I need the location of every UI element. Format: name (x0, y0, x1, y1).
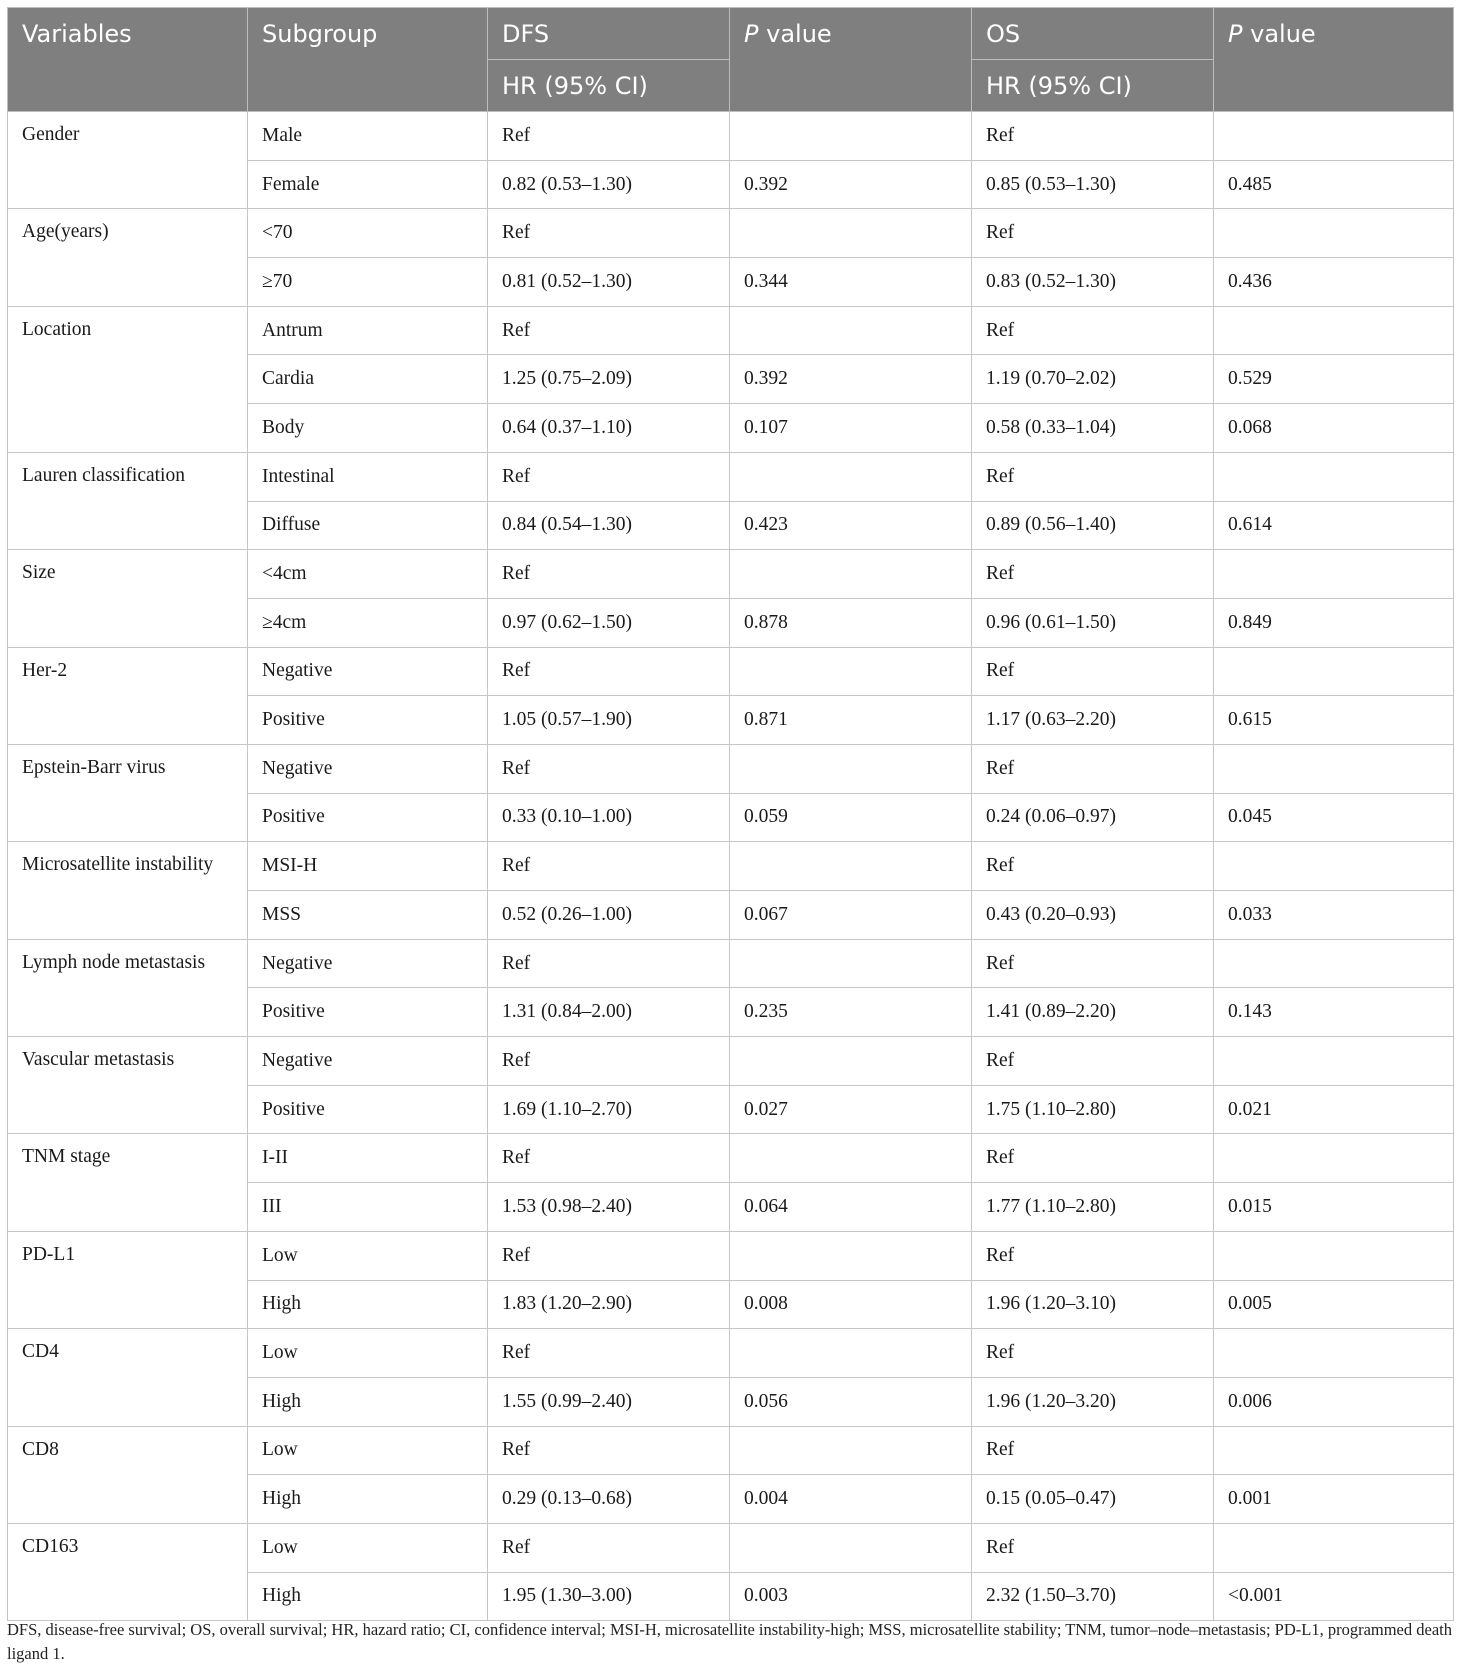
variable-cell: PD-L1 (8, 1231, 248, 1328)
table-row (8, 1037, 1454, 1086)
subgroup-cell: Intestinal (248, 452, 488, 501)
header-subgroup: Subgroup (248, 8, 488, 112)
os-p-value-cell (1214, 550, 1454, 599)
variable-cell: Age(years) (8, 209, 248, 306)
os-hr-cell: 1.77 (1.10–2.80) (972, 1183, 1214, 1232)
os-hr-cell: 1.96 (1.20–3.20) (972, 1377, 1214, 1426)
os-p-value-cell: 0.001 (1214, 1475, 1454, 1524)
dfs-p-value-cell: 0.107 (730, 404, 972, 453)
subgroup-cell: I-II (248, 1134, 488, 1183)
dfs-hr-cell: 1.69 (1.10–2.70) (488, 1085, 730, 1134)
os-p-value-cell: 0.021 (1214, 1085, 1454, 1134)
subgroup-cell: III (248, 1183, 488, 1232)
dfs-hr-cell: 1.83 (1.20–2.90) (488, 1280, 730, 1329)
dfs-p-value-cell (730, 1523, 972, 1572)
variable-cell: Her-2 (8, 647, 248, 744)
table-row (8, 1523, 1454, 1572)
dfs-p-value-cell: 0.003 (730, 1572, 972, 1621)
dfs-p-value-cell (730, 452, 972, 501)
dfs-hr-cell: Ref (488, 306, 730, 355)
table-row (8, 842, 1454, 891)
dfs-hr-cell: 0.64 (0.37–1.10) (488, 404, 730, 453)
dfs-hr-cell: Ref (488, 647, 730, 696)
table-row (8, 1426, 1454, 1475)
dfs-hr-cell: 0.84 (0.54–1.30) (488, 501, 730, 550)
dfs-p-value-cell: 0.423 (730, 501, 972, 550)
table-header (8, 8, 1454, 112)
p-italic: P (1228, 20, 1243, 48)
dfs-hr-cell: Ref (488, 1426, 730, 1475)
dfs-hr-cell: Ref (488, 1523, 730, 1572)
os-p-value-cell: 0.143 (1214, 988, 1454, 1037)
os-p-value-cell (1214, 1037, 1454, 1086)
subgroup-cell: Cardia (248, 355, 488, 404)
variable-cell: Gender (8, 112, 248, 209)
dfs-hr-cell: 1.31 (0.84–2.00) (488, 988, 730, 1037)
subgroup-cell: MSI-H (248, 842, 488, 891)
subgroup-cell: Female (248, 160, 488, 209)
table-body (8, 112, 1454, 1621)
p-value-label: value (758, 20, 832, 48)
os-p-value-cell (1214, 939, 1454, 988)
subgroup-cell: Low (248, 1231, 488, 1280)
subgroup-cell: <4cm (248, 550, 488, 599)
os-hr-cell: 0.83 (0.52–1.30) (972, 258, 1214, 307)
os-hr-cell: Ref (972, 1329, 1214, 1378)
os-p-value-cell: 0.615 (1214, 696, 1454, 745)
header-os-p-value (1214, 8, 1454, 112)
subgroup-cell: Low (248, 1329, 488, 1378)
os-p-value-cell: 0.485 (1214, 160, 1454, 209)
os-p-value-cell (1214, 647, 1454, 696)
dfs-p-value-cell: 0.064 (730, 1183, 972, 1232)
dfs-p-value-cell: 0.008 (730, 1280, 972, 1329)
subgroup-cell: Antrum (248, 306, 488, 355)
header-dfs-p-value (730, 8, 972, 112)
os-p-value-cell: 0.033 (1214, 891, 1454, 940)
header-variables: Variables (8, 8, 248, 112)
os-hr-cell: Ref (972, 306, 1214, 355)
os-hr-cell: Ref (972, 1523, 1214, 1572)
table-row (8, 744, 1454, 793)
dfs-p-value-cell: 0.344 (730, 258, 972, 307)
os-p-value-cell (1214, 306, 1454, 355)
cox-regression-table (7, 7, 1454, 1621)
dfs-p-value-cell (730, 550, 972, 599)
table-row (8, 112, 1454, 161)
dfs-hr-cell: 1.55 (0.99–2.40) (488, 1377, 730, 1426)
table-row (8, 452, 1454, 501)
variable-cell: TNM stage (8, 1134, 248, 1231)
dfs-p-value-cell: 0.235 (730, 988, 972, 1037)
dfs-p-value-cell (730, 1329, 972, 1378)
dfs-p-value-cell: 0.004 (730, 1475, 972, 1524)
p-value-label: value (1242, 20, 1316, 48)
dfs-hr-cell: 0.81 (0.52–1.30) (488, 258, 730, 307)
header-dfs: DFS (488, 8, 730, 60)
dfs-hr-cell: Ref (488, 1329, 730, 1378)
subgroup-cell: ≥4cm (248, 598, 488, 647)
variable-cell: Epstein-Barr virus (8, 744, 248, 841)
dfs-hr-cell: 0.29 (0.13–0.68) (488, 1475, 730, 1524)
header-os: OS (972, 8, 1214, 60)
subgroup-cell: Low (248, 1426, 488, 1475)
os-hr-cell: Ref (972, 842, 1214, 891)
subgroup-cell: Positive (248, 793, 488, 842)
subgroup-cell: Diffuse (248, 501, 488, 550)
table-row (8, 939, 1454, 988)
os-hr-cell: Ref (972, 1426, 1214, 1475)
subgroup-cell: ≥70 (248, 258, 488, 307)
variable-cell: Microsatellite instability (8, 842, 248, 939)
os-p-value-cell: 0.614 (1214, 501, 1454, 550)
os-p-value-cell: 0.849 (1214, 598, 1454, 647)
dfs-hr-cell: Ref (488, 744, 730, 793)
os-p-value-cell (1214, 744, 1454, 793)
os-hr-cell: 1.19 (0.70–2.02) (972, 355, 1214, 404)
os-hr-cell: 0.15 (0.05–0.47) (972, 1475, 1214, 1524)
subgroup-cell: Low (248, 1523, 488, 1572)
os-p-value-cell (1214, 1231, 1454, 1280)
subgroup-cell: Positive (248, 1085, 488, 1134)
os-hr-cell: 2.32 (1.50–3.70) (972, 1572, 1214, 1621)
dfs-p-value-cell (730, 1426, 972, 1475)
subgroup-cell: High (248, 1572, 488, 1621)
os-p-value-cell (1214, 1329, 1454, 1378)
header-os-hr: HR (95% CI) (972, 60, 1214, 112)
os-p-value-cell: 0.436 (1214, 258, 1454, 307)
subgroup-cell: Negative (248, 1037, 488, 1086)
dfs-p-value-cell (730, 209, 972, 258)
subgroup-cell: Positive (248, 696, 488, 745)
os-hr-cell: 1.75 (1.10–2.80) (972, 1085, 1214, 1134)
variable-cell: CD163 (8, 1523, 248, 1620)
header-dfs-hr: HR (95% CI) (488, 60, 730, 112)
table-row (8, 1134, 1454, 1183)
os-hr-cell: Ref (972, 1231, 1214, 1280)
table-row (8, 647, 1454, 696)
subgroup-cell: Body (248, 404, 488, 453)
subgroup-cell: Negative (248, 647, 488, 696)
variable-cell: Lymph node metastasis (8, 939, 248, 1036)
dfs-p-value-cell (730, 939, 972, 988)
subgroup-cell: Male (248, 112, 488, 161)
dfs-hr-cell: Ref (488, 1134, 730, 1183)
os-hr-cell: 0.96 (0.61–1.50) (972, 598, 1214, 647)
subgroup-cell: Negative (248, 939, 488, 988)
dfs-hr-cell: Ref (488, 939, 730, 988)
dfs-p-value-cell (730, 1037, 972, 1086)
table-footnote: DFS, disease-free survival; OS, overall survival; HR, hazard ratio; CI, confidence interval; MSI-H, microsatellite instability-high; MSS, microsatellite stability; TNM, tumor–node–metastasis; PD-L1, programmed death ligand 1. (7, 1620, 1452, 1663)
dfs-p-value-cell: 0.392 (730, 160, 972, 209)
dfs-p-value-cell: 0.027 (730, 1085, 972, 1134)
dfs-p-value-cell (730, 744, 972, 793)
dfs-hr-cell: 1.53 (0.98–2.40) (488, 1183, 730, 1232)
os-hr-cell: 0.43 (0.20–0.93) (972, 891, 1214, 940)
os-p-value-cell: 0.045 (1214, 793, 1454, 842)
os-hr-cell: Ref (972, 112, 1214, 161)
dfs-hr-cell: 0.82 (0.53–1.30) (488, 160, 730, 209)
variable-cell: Location (8, 306, 248, 452)
subgroup-cell: Negative (248, 744, 488, 793)
os-p-value-cell (1214, 1426, 1454, 1475)
os-hr-cell: Ref (972, 939, 1214, 988)
table-row (8, 209, 1454, 258)
os-p-value-cell (1214, 1134, 1454, 1183)
dfs-p-value-cell (730, 306, 972, 355)
os-hr-cell: Ref (972, 550, 1214, 599)
dfs-hr-cell: 1.05 (0.57–1.90) (488, 696, 730, 745)
subgroup-cell: High (248, 1280, 488, 1329)
variable-cell: CD8 (8, 1426, 248, 1523)
os-hr-cell: Ref (972, 1037, 1214, 1086)
os-hr-cell: Ref (972, 452, 1214, 501)
os-hr-cell: 0.89 (0.56–1.40) (972, 501, 1214, 550)
os-p-value-cell: 0.006 (1214, 1377, 1454, 1426)
os-p-value-cell: 0.015 (1214, 1183, 1454, 1232)
table-row (8, 550, 1454, 599)
os-p-value-cell: <0.001 (1214, 1572, 1454, 1621)
dfs-hr-cell: Ref (488, 452, 730, 501)
os-p-value-cell (1214, 1523, 1454, 1572)
os-hr-cell: 1.41 (0.89–2.20) (972, 988, 1214, 1037)
variable-cell: Vascular metastasis (8, 1037, 248, 1134)
table-container (7, 7, 1453, 1621)
os-p-value-cell (1214, 452, 1454, 501)
os-hr-cell: 0.58 (0.33–1.04) (972, 404, 1214, 453)
os-hr-cell: 1.17 (0.63–2.20) (972, 696, 1214, 745)
dfs-p-value-cell: 0.392 (730, 355, 972, 404)
os-p-value-cell (1214, 112, 1454, 161)
dfs-p-value-cell: 0.067 (730, 891, 972, 940)
dfs-hr-cell: Ref (488, 1231, 730, 1280)
subgroup-cell: Positive (248, 988, 488, 1037)
subgroup-cell: High (248, 1377, 488, 1426)
subgroup-cell: MSS (248, 891, 488, 940)
variable-cell: Lauren classification (8, 452, 248, 549)
subgroup-cell: <70 (248, 209, 488, 258)
dfs-hr-cell: 0.97 (0.62–1.50) (488, 598, 730, 647)
table-row (8, 306, 1454, 355)
os-p-value-cell: 0.068 (1214, 404, 1454, 453)
dfs-p-value-cell (730, 1134, 972, 1183)
table-row (8, 1231, 1454, 1280)
dfs-hr-cell: Ref (488, 550, 730, 599)
dfs-p-value-cell (730, 842, 972, 891)
variable-cell: Size (8, 550, 248, 647)
dfs-hr-cell: Ref (488, 1037, 730, 1086)
os-hr-cell: Ref (972, 209, 1214, 258)
os-p-value-cell (1214, 842, 1454, 891)
os-hr-cell: Ref (972, 744, 1214, 793)
os-p-value-cell: 0.529 (1214, 355, 1454, 404)
dfs-p-value-cell: 0.871 (730, 696, 972, 745)
os-hr-cell: 0.24 (0.06–0.97) (972, 793, 1214, 842)
dfs-p-value-cell (730, 1231, 972, 1280)
os-hr-cell: 1.96 (1.20–3.10) (972, 1280, 1214, 1329)
dfs-p-value-cell (730, 112, 972, 161)
dfs-hr-cell: 1.25 (0.75–2.09) (488, 355, 730, 404)
os-hr-cell: 0.85 (0.53–1.30) (972, 160, 1214, 209)
dfs-hr-cell: Ref (488, 842, 730, 891)
table-row (8, 1329, 1454, 1378)
dfs-p-value-cell: 0.878 (730, 598, 972, 647)
p-italic: P (744, 20, 759, 48)
dfs-p-value-cell (730, 647, 972, 696)
subgroup-cell: High (248, 1475, 488, 1524)
dfs-p-value-cell: 0.059 (730, 793, 972, 842)
os-hr-cell: Ref (972, 647, 1214, 696)
dfs-hr-cell: 1.95 (1.30–3.00) (488, 1572, 730, 1621)
dfs-hr-cell: Ref (488, 209, 730, 258)
dfs-hr-cell: 0.52 (0.26–1.00) (488, 891, 730, 940)
variable-cell: CD4 (8, 1329, 248, 1426)
dfs-hr-cell: Ref (488, 112, 730, 161)
dfs-hr-cell: 0.33 (0.10–1.00) (488, 793, 730, 842)
dfs-p-value-cell: 0.056 (730, 1377, 972, 1426)
os-p-value-cell: 0.005 (1214, 1280, 1454, 1329)
os-hr-cell: Ref (972, 1134, 1214, 1183)
os-p-value-cell (1214, 209, 1454, 258)
